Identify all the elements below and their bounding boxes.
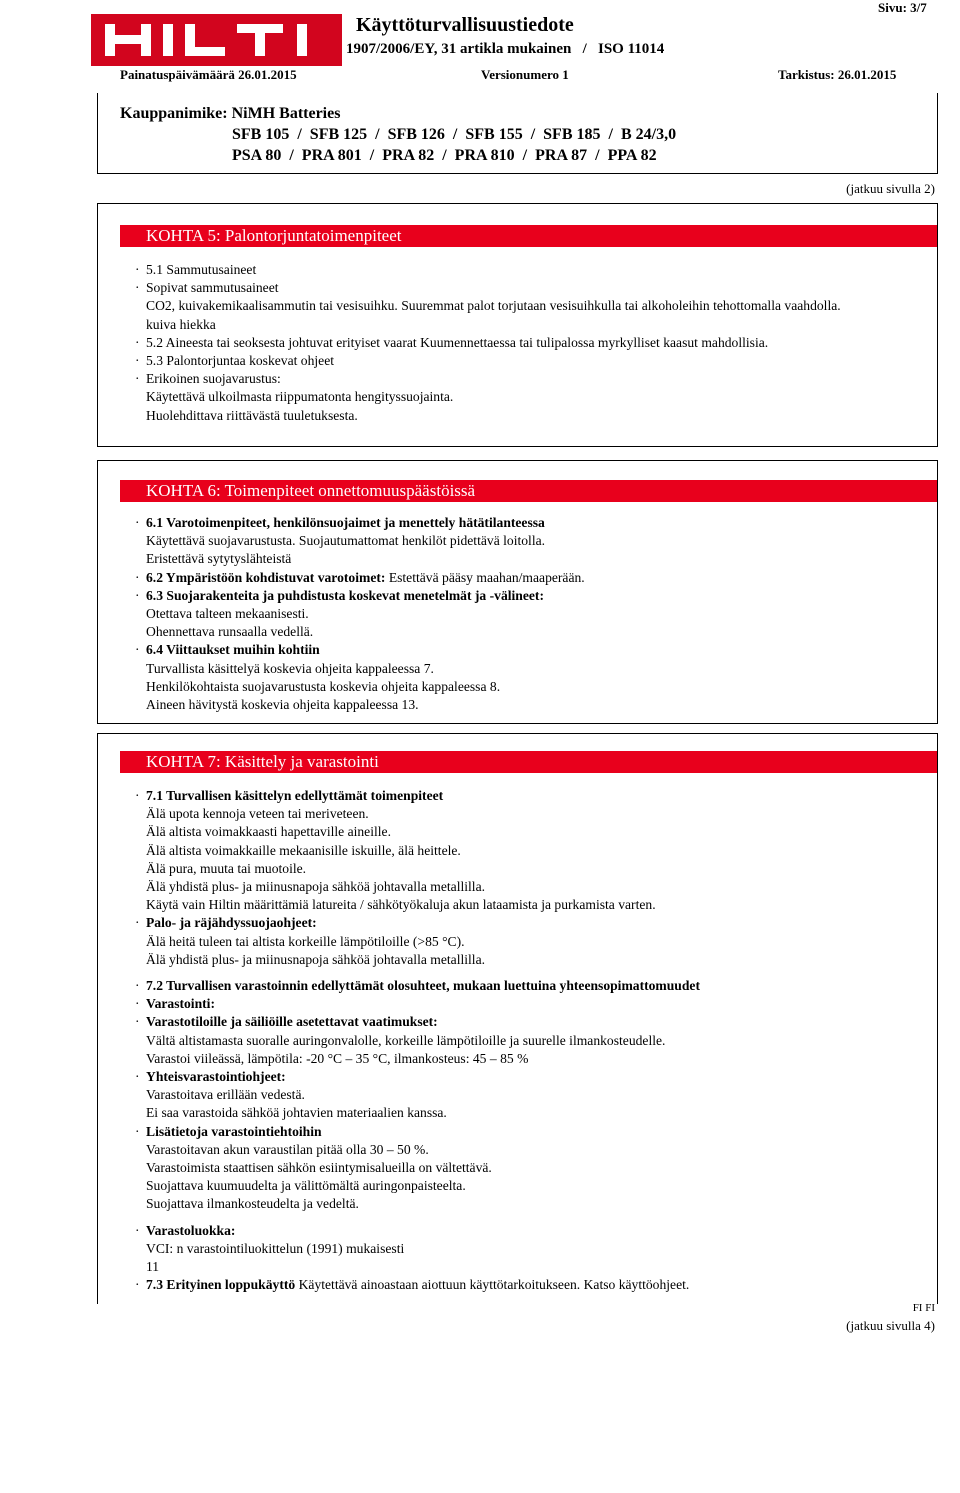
joint-text-2: Ei saa varastoida sähköä johtavien materiaalien kanssa. bbox=[146, 1105, 447, 1121]
section-6 bbox=[97, 460, 938, 724]
s61-text-1: Käytettävä suojavarustusta. Suojautumattomat henkilöt pidettävä loitolla. bbox=[146, 533, 546, 549]
s64-text-3: Aineen hävitystä koskevia ohjeita kappaleessa 13. bbox=[146, 697, 419, 713]
suitable-extinguishers-text: CO2, kuivakemikaalisammutin tai vesisuihku. Suuremmat palot torjutaan vesisuihkulla tai alkoholeihin tehottomalla vaahdolla. bbox=[146, 298, 841, 314]
s53-title: · 5.3 Palontorjuntaa koskevat ohjeet bbox=[135, 352, 925, 370]
section-7-body bbox=[135, 787, 925, 1294]
s63-title: · 6.3 Suojarakenteita ja puhdistusta koskevat menetelmät ja -välineet: bbox=[135, 587, 925, 605]
document-title: Käyttöturvallisuustiedote bbox=[356, 14, 574, 36]
protective-equipment: · Erikoinen suojavarustus: bbox=[135, 370, 925, 388]
section-7 bbox=[97, 733, 938, 1304]
revision-date: Tarkistus: 26.01.2015 bbox=[778, 67, 897, 82]
trade-label: Kauppanimike: bbox=[120, 105, 228, 122]
page-number: Sivu: 3/7 bbox=[878, 0, 927, 15]
hilti-logo bbox=[91, 14, 342, 66]
class-text-2: 11 bbox=[146, 1259, 160, 1275]
continued-to: (jatkuu sivulla 4) bbox=[846, 1318, 935, 1333]
section-5-heading: KOHTA 5: Palontorjuntatoimenpiteet bbox=[120, 225, 937, 247]
trade-name: NiMH Batteries bbox=[231, 105, 341, 122]
s62-row bbox=[135, 569, 925, 587]
fire-text-2: Älä yhdistä plus- ja miinusnapoja sähköä johtavalla metallilla. bbox=[146, 951, 486, 967]
joint-text-1: Varastoitava erillään vedestä. bbox=[146, 1087, 305, 1103]
s71-title: · 7.1 Turvallisen käsittelyn edellyttämät toimenpiteet bbox=[135, 787, 925, 805]
s52-row bbox=[135, 334, 925, 352]
more-text-1: Varastoitavan akun varaustilan pitää olla 30 – 50 %. bbox=[146, 1141, 429, 1157]
section-5 bbox=[97, 203, 938, 447]
hilti-logo-mark bbox=[91, 14, 342, 66]
section-7-heading: KOHTA 7: Käsittely ja varastointi bbox=[120, 751, 937, 773]
regulation-subtitle: 1907/2006/EY, 31 artikla mukainen / ISO 11014 bbox=[346, 41, 665, 57]
print-date: Painatuspäivämäärä 26.01.2015 bbox=[120, 67, 297, 82]
s61-title: · 6.1 Varotoimenpiteet, henkilönsuojaimet ja menettely hätätilanteessa bbox=[135, 514, 925, 532]
more-text-2: Varastoimista staattisen sähkön esiintymisalueilla on vältettävä. bbox=[146, 1160, 492, 1176]
s73-label: 7.3 Erityinen loppukäyttö bbox=[146, 1277, 296, 1293]
s63-text-2: Ohennettava runsaalla vedellä. bbox=[146, 624, 314, 640]
protective-text-1: Käytettävä ulkoilmasta riippumatonta hengityssuojainta. bbox=[146, 389, 454, 405]
s71-text-3: Älä altista voimakkaille mekaanisille iskuille, älä heittele. bbox=[146, 842, 461, 858]
s71-text-2: Älä altista voimakkaasti hapettaville aineille. bbox=[146, 824, 391, 840]
trade-name-block bbox=[120, 103, 676, 166]
language-code: FI FI bbox=[912, 1302, 935, 1314]
s71-text-4: Älä pura, muuta tai muotoile. bbox=[146, 860, 307, 876]
storage-requirements-title: · Varastotiloille ja säiliöille asetettavat vaatimukset: bbox=[135, 1013, 925, 1031]
more-text-3: Suojattava kuumuudelta ja välittömältä auringonpaisteelta. bbox=[146, 1178, 466, 1194]
req-text-2: Varastoi viileässä, lämpötila: -20 °C – 35 °C, ilmankosteus: 45 – 85 % bbox=[146, 1050, 529, 1066]
s72-title: · 7.2 Turvallisen varastoinnin edellyttämät olosuhteet, mukaan luettuina yhteensopimattomuudet bbox=[135, 977, 925, 995]
more-text-4: Suojattava ilmankosteudelta ja vedeltä. bbox=[146, 1196, 359, 1212]
s71-text-5: Älä yhdistä plus- ja miinusnapoja sähköä johtavalla metallilla. bbox=[146, 879, 486, 895]
s64-text-1: Turvallista käsittelyä koskevia ohjeita kappaleessa 7. bbox=[146, 660, 434, 676]
storage-class-title: · Varastoluokka: bbox=[135, 1222, 925, 1240]
storage-title: · Varastointi: bbox=[135, 995, 925, 1013]
s63-text-1: Otettava talteen mekaanisesti. bbox=[146, 606, 309, 622]
section-6-body bbox=[135, 514, 925, 714]
s64-text-2: Henkilökohtaista suojavarustusta koskevia ohjeita kappaleessa 8. bbox=[146, 678, 501, 694]
s73-text: Käytettävä ainoastaan aiottuun käyttötarkoitukseen. Katso käyttöohjeet. bbox=[298, 1277, 690, 1293]
fire-text-1: Älä heitä tuleen tai altista korkeille lämpötiloille (>85 °C). bbox=[146, 933, 465, 949]
s61-text-2: Eristettävä sytytyslähteistä bbox=[146, 551, 292, 567]
s52-label: 5.2 Aineesta tai seoksesta johtuvat erityiset vaarat bbox=[146, 334, 417, 350]
continued-from: (jatkuu sivulla 2) bbox=[846, 181, 935, 196]
models-line-1: SFB 105 / SFB 125 / SFB 126 / SFB 155 / SFB 185 / B 24/3,0 bbox=[232, 126, 677, 143]
models-line-2: PSA 80 / PRA 801 / PRA 82 / PRA 810 / PRA 87 / PPA 82 bbox=[232, 147, 657, 164]
s51-title: · 5.1 Sammutusaineet bbox=[135, 261, 925, 279]
s52-text: Kuumennettaessa tai tulipalossa myrkylliset kaasut mahdollisia. bbox=[420, 334, 769, 350]
s62-text: Estettävä pääsy maahan/maaperään. bbox=[388, 569, 585, 585]
joint-storage-title: · Yhteisvarastointiohjeet: bbox=[135, 1068, 925, 1086]
section-5-body bbox=[135, 261, 925, 425]
fire-protection-title: · Palo- ja räjähdyssuojaohjeet: bbox=[135, 914, 925, 932]
s73-row bbox=[135, 1276, 925, 1294]
dry-sand: kuiva hiekka bbox=[146, 316, 216, 332]
s64-title: · 6.4 Viittaukset muihin kohtiin bbox=[135, 641, 925, 659]
class-text-1: VCI: n varastointiluokittelun (1991) mukaisesti bbox=[146, 1240, 405, 1256]
s71-text-6: Käytä vain Hiltin määrittämiä latureita / sähkötyökaluja akun lataamista ja purkamista varten. bbox=[146, 897, 656, 913]
req-text-1: Vältä altistamasta suoralle auringonvalolle, korkeille lämpötiloille ja suurelle ilmankosteudelle. bbox=[146, 1032, 666, 1048]
protective-text-2: Huolehdittava riittävästä tuuletuksesta. bbox=[146, 407, 358, 423]
suitable-extinguishers: · Sopivat sammutusaineet bbox=[135, 279, 925, 297]
version-number: Versionumero 1 bbox=[481, 67, 569, 82]
section-6-heading: KOHTA 6: Toimenpiteet onnettomuuspäästöissä bbox=[120, 480, 937, 502]
s62-label: 6.2 Ympäristöön kohdistuvat varotoimet: bbox=[146, 569, 386, 585]
more-info-title: · Lisätietoja varastointiehtoihin bbox=[135, 1123, 925, 1141]
s71-text-1: Älä upota kennoja veteen tai meriveteen. bbox=[146, 806, 369, 822]
